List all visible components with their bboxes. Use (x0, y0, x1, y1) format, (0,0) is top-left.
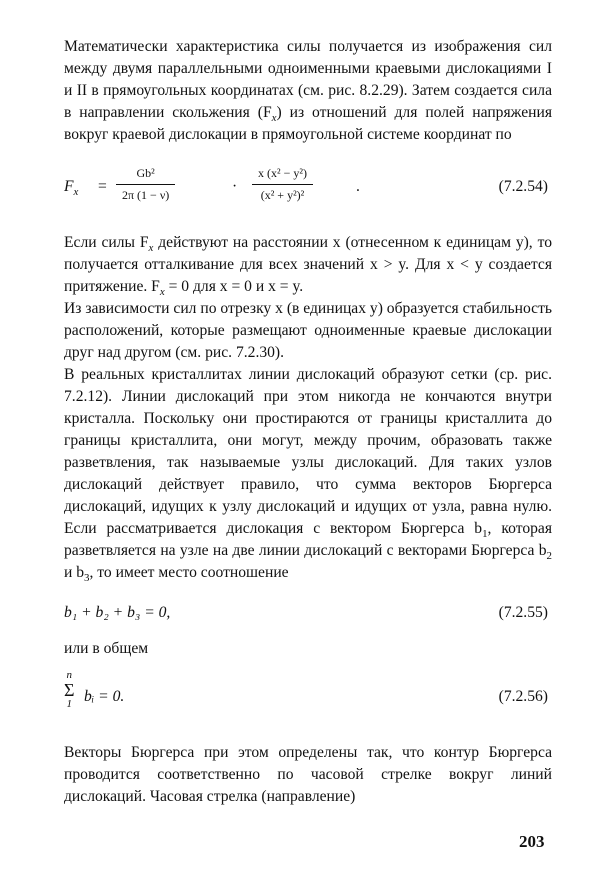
paragraph-intro: Математически характеристика силы получается из изображения сил между двумя параллельными одноименными краевыми дислокациями I и II в прямоугольных координатах (см. рис. 8.2.29). Затем создается сила в направлении скольжения $(F_x)$ из отношений для полей напряжения вокруг краевой дислокации в прямоугольной системе координат по (64, 38, 552, 143)
page-number: 203 (519, 832, 545, 851)
equation-7-2-54: $F_x$ = $\frac{\text{Gb²}}{2\pi (1 - \nu)}$ · $\frac{\text{x (x² − y²)}}{\text{(x² + y²)²}}$ . (7.2.54) (64, 166, 548, 202)
equation-7-2-55: b₁ + b₂ + b₃ = 0, (7.2.55) (64, 604, 548, 621)
text-or-in-general: или в общем (64, 640, 149, 657)
paragraph-stability: Из зависимости сил по отрезку x (в единицах y) образуется стабильность расположений, которые размещают одноименные краевые дислокации друг над другом (см. рис. 7.2.30). (64, 300, 552, 361)
document-page (64, 36, 552, 808)
paragraph-forces: Если силы $F_x$ действуют на расстоянии x (отнесенном к единицам y), то получается отталкивание для всех значений x > y. Для x < y создается притяжение. $F_x = 0$ для x = 0 и x = y. (64, 234, 552, 299)
equation-7-2-56: n Σ 1 bᵢ = 0. (7.2.56) (64, 669, 548, 710)
paragraph-burgers: Векторы Бюргерса при этом определены так, что контур Бюргерса проводится соответственно по часовой стрелке вокруг линий дислокаций. Часовая стрелка (направление) (64, 744, 552, 805)
paragraph-networks: В реальных кристаллитах линии дислокаций образуют сетки (ср. рис. 7.2.12). Линии дислокаций при этом никогда не кончаются внутри кристалла. Поскольку они простираются от границы кристаллита до границы кристаллита, они могут, между прочим, образовать также разветвления, так называемые узлы дислокаций. Для таких узлов дислокаций действует правило, что сумма векторов Бюргерса дислокаций, идущих к узлу дислокаций и идущих от узла, равна нулю. Если рассматривается дислокация с вектором Бюргерса $b_1$, которая разветвляется на узле на две линии дислокаций с векторами Бюргерса $b_2$ и $b_3$, то имеет место соотношение (64, 366, 553, 585)
